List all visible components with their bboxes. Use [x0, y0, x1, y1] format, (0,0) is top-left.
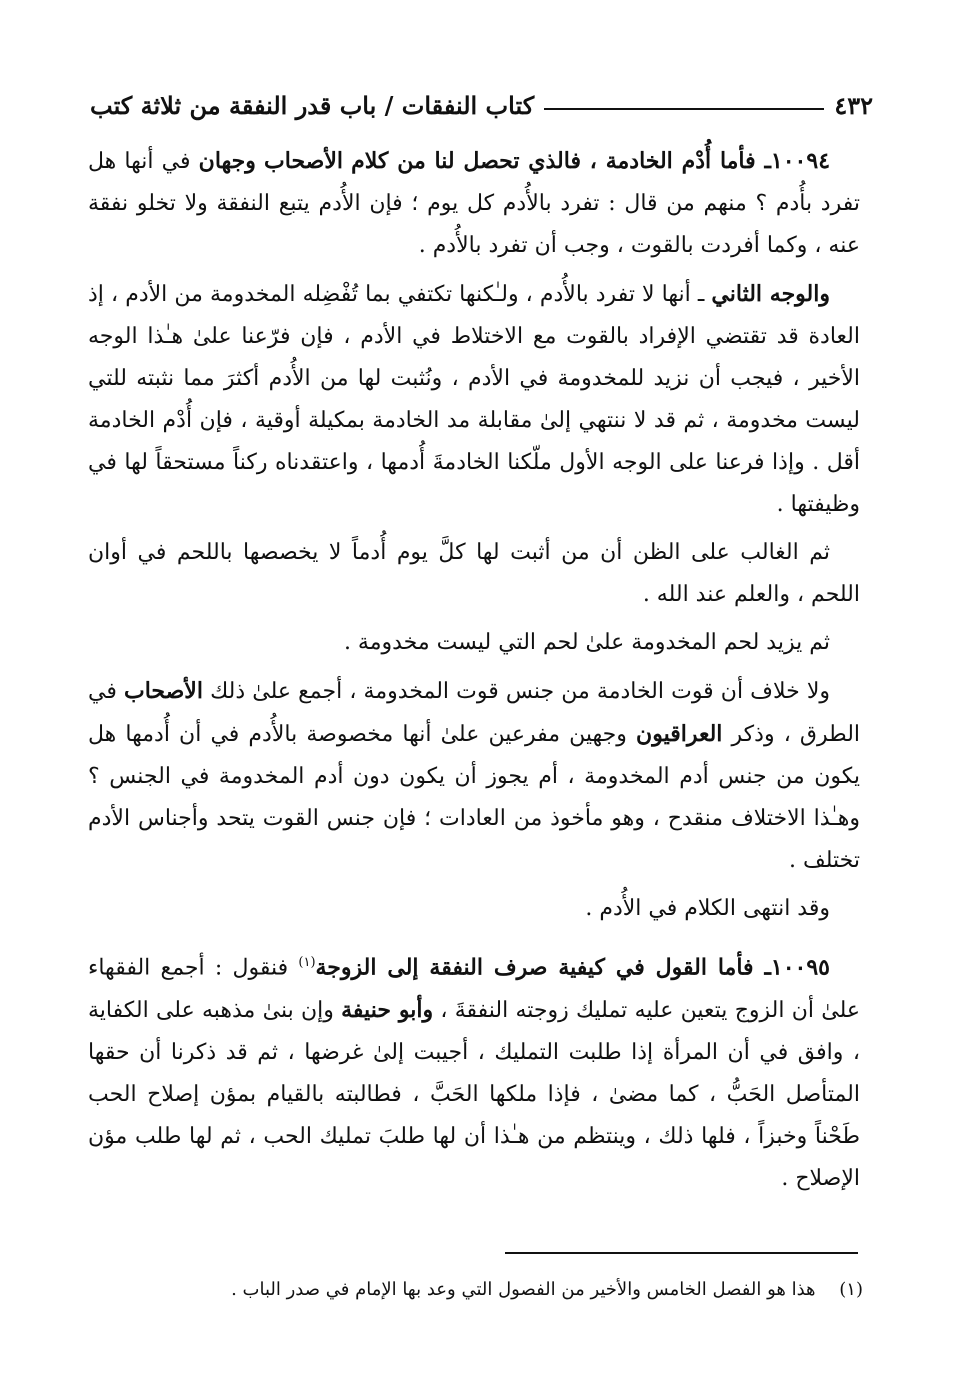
running-header: [90, 80, 873, 120]
paragraph-food-kind: [88, 670, 860, 882]
paragraph-meat-increase: [88, 622, 860, 664]
paragraph-lead: ١٠٠٩٤ـ فأما أُدْم الخادمة ، فالذي تحصل لنا من كلام: [351, 148, 831, 174]
term-ashab: الأصحاب: [123, 678, 203, 704]
main-text: [88, 140, 860, 1206]
paragraph-heading: ١٠٠٩٥ـ فأما القول في كيفية صرف النفقة إلى الزوجة: [315, 954, 830, 981]
paragraph-text: ثم الغالب على الظن أن من أثبت لها كلَّ يوم أُدماً لا يخصصها باللحم في أوان اللحم ، والعلم عند الله .: [88, 540, 860, 607]
paragraph-10095: [88, 942, 860, 1200]
header-title: كتاب النفقات / باب قدر النفقة من ثلاثة كتب: [90, 91, 535, 120]
term-wajhan: وجهان: [198, 148, 256, 174]
paragraph-text: فنقول : أجمع الفقهاء علىٰ أن الزوج يتعين عليه تمليك زوجته النفقةَ ،: [88, 955, 860, 1024]
term-iraqiyyun: العراقيون: [636, 721, 723, 747]
term-second-view: والوجه الثاني: [711, 281, 830, 307]
paragraph-10094: [88, 140, 860, 267]
paragraph-mid: في الطرق ، وذكر: [88, 679, 861, 747]
paragraph-text: في أنها هل تفرد بأُدم ؟ منهم من قال : تفرد بالأُدم كل يوم ؛ فإن الأُدم يتبع النفقة ولا تخلو نفقة عنه ، وكما أفردت بالقوت ، وجب أن تفرد بالأُدم .: [88, 149, 860, 258]
paragraph-second-view: [88, 273, 860, 526]
paragraph-text: ـ أنها لا تفرد بالأُدم ، ولـٰكنها تكتفي بما تُفْضِله المخدومة من الأدم ، إذ العادة قد تقتضي الإفراد بالقوت مع الاختلاط في الأدم ، فإن فرّعنا علىٰ هـٰذا الوجه الأخير ، فيجب أن نزيد للمخدومة في الأدم ، ونُثبت لها من الأُدم أكثرَ مما نثبته للتي ليست مخدومة ، ثم قد لا ننتهي إلىٰ مقابلة مد الخادمة بمكيلة أوقية ، فإن أُدْم الخادمة أقل . وإذا فرعنا على الوجه الأول ملّكنا الخادمةَ أُدمها ، واعتقدناه ركناً مستحقاً لها في وظيفتها .: [88, 282, 860, 517]
paragraph-meat: [88, 532, 860, 616]
header-rule: [544, 108, 824, 110]
paragraph-text: وجهين مفرعين علىٰ أنها مخصوصة بالأُدم في أن أُدمها هل يكون من جنس أدم المخدومة ، أم يجوز أن يكون دون أدم المخدومة في الجنس ؟ وهـٰذا الاختلاف منقدح ، وهو مأخوذ من العادات ؛ فإن جنس القوت يتحد وأجناس الأدم تختلف .: [88, 722, 860, 873]
footnote-divider: [505, 1252, 858, 1254]
footnote-number: (١): [839, 1279, 863, 1300]
paragraph-text-continued: وإن بنىٰ مذهبه على الكفاية ، وافق في أن المرأة إذا طلبت التمليك ، أجيبت إلىٰ غرضها ، ثم قد ذكرنا أن حقها المتأصل الحَبُّ ، كما مضىٰ ، فإذا ملكها الحَبَّ ، فطالبته بالقيام بمؤن إصلاح الحب طَحْناً وخبزاً ، فلها ذلك ، وينتظم من هـٰذا أن لها طلبَ تمليك الحب ، ثم لها طلب مؤن الإصلاح .: [88, 998, 860, 1192]
footnote-text: هذا هو الفصل الخامس والأخير من الفصول التي وعد بها الإمام في صدر الباب .: [231, 1279, 816, 1300]
page-number: ٤٣٢: [834, 91, 873, 120]
paragraph-end-udm: [88, 888, 860, 930]
paragraph-text: ثم يزيد لحم المخدومة علىٰ لحم التي ليست مخدومة .: [343, 630, 830, 655]
paragraph-lead: ولا خلاف أن قوت الخادمة من جنس قوت المخدومة ، أجمع علىٰ ذلك: [210, 679, 831, 704]
footnote: [90, 1275, 863, 1305]
footnote-marker[interactable]: (١): [298, 955, 316, 970]
term-ashab: الأصحاب: [264, 148, 344, 174]
paragraph-text: وقد انتهى الكلام في الأُدم .: [585, 896, 830, 921]
term-abu-hanifa: وأبو حنيفة: [341, 997, 434, 1024]
